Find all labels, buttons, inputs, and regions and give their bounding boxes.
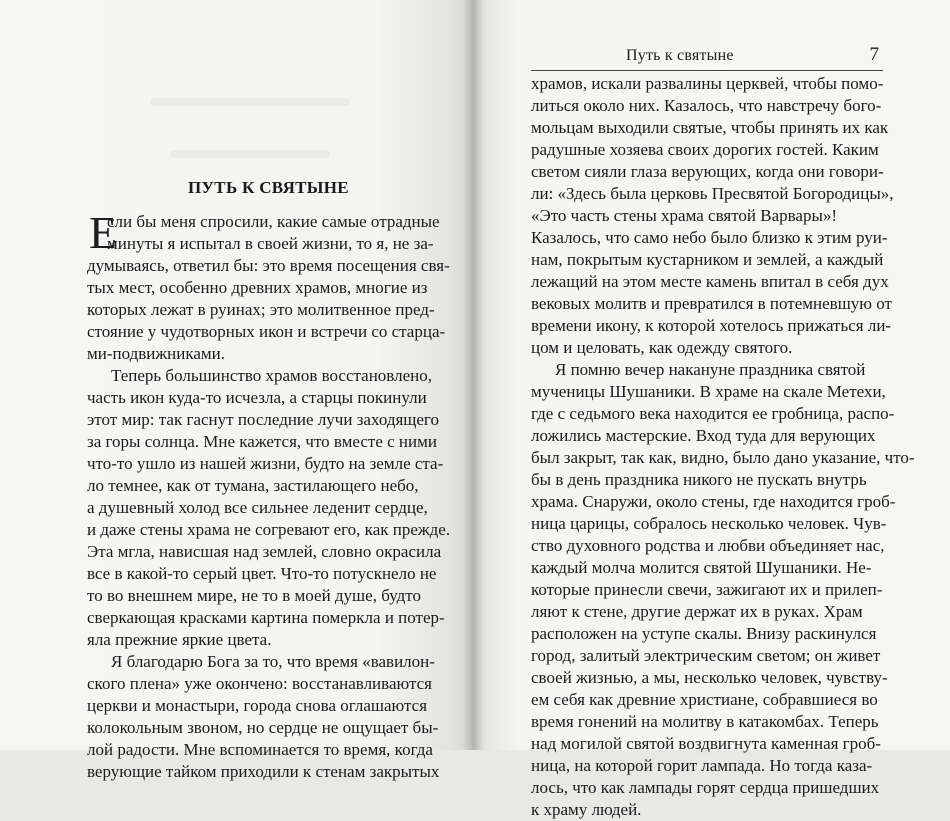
text-line: расположен на уступе скалы. Внизу раскинулся — [531, 624, 877, 643]
text-line: где с седьмого века находится ее гробница, распо- — [531, 404, 895, 423]
text-line: Эта мгла, нависшая над землей, словно окрасила — [87, 542, 442, 561]
text-line: колокольным звоном, но сердце не ощущает бы- — [87, 718, 439, 737]
text-line: и даже стены храма не согревают его, как прежде. — [87, 520, 451, 539]
text-line: то во внешнем мире, не то в моей душе, будто — [87, 586, 421, 605]
text-line: светом сияли глаза верующих, когда они говори- — [531, 162, 884, 181]
text-line: литься около них. Казалось, что навстречу бого- — [531, 96, 882, 115]
bleed-through-shadow — [170, 150, 330, 158]
left-page-text — [87, 207, 451, 783]
text-line: ство духовного родства и любви объединяет нас, — [531, 536, 885, 555]
text-line: минуты я испытал в своей жизни, то я, не за- — [107, 234, 434, 253]
text-line: ложились мастерские. Вход туда для верующих — [531, 426, 876, 445]
text-line: ница царицы, собралось несколько человек. Чув- — [531, 514, 887, 533]
text-line: Теперь большинство храмов восстановлено, — [111, 366, 432, 385]
text-line: ло темнее, как от тумана, застилающего небо, — [87, 476, 419, 495]
text-line: ляют к стене, другие держат их в руках. Храм — [531, 602, 863, 621]
text-line: ем себя как древние христиане, собравшиеся во — [531, 690, 878, 709]
text-line: «Это часть стены храма святой Варвары»! — [531, 206, 838, 225]
text-line: за горы солнца. Мне кажется, что вместе с ними — [87, 432, 437, 451]
text-line: церкви и монастыри, города снова оглашаются — [87, 696, 428, 715]
text-line: был закрыт, так как, видно, было дано указание, что- — [531, 448, 915, 467]
text-line: ми-подвижниками. — [87, 344, 225, 363]
text-line: часть икон куда-то исчезла, а старцы покинули — [87, 388, 427, 407]
text-line: ли: «Здесь была церковь Пресвятой Богородицы», — [531, 184, 894, 203]
text-line: а душевный холод все сильнее леденит сердце, — [87, 498, 428, 517]
text-line: над могилой святой воздвигнута каменная гроб- — [531, 734, 881, 753]
right-page-text — [531, 73, 915, 821]
text-line: этот мир: так гаснут последние лучи заходящего — [87, 410, 439, 429]
text-line: бы в день праздника никого не пускать внутрь — [531, 470, 867, 489]
text-line: лежащий на этом месте камень впитал в себя дух — [531, 272, 889, 291]
page-number: 7 — [869, 44, 879, 65]
text-line: цом и целовать, как одежду святого. — [531, 338, 793, 357]
text-line: храмов, искали развалины церквей, чтобы помо- — [531, 74, 884, 93]
running-header — [531, 44, 883, 71]
left-page — [0, 0, 472, 781]
text-line: Я помню вечер накануне праздника святой — [555, 360, 866, 379]
text-line: храма. Снаружи, около стены, где находится гроб- — [531, 492, 896, 511]
text-line: стояние у чудотворных икон и встречи со старца- — [87, 322, 446, 341]
text-line: город, залитый электрическим светом; он живет — [531, 646, 881, 665]
text-line: Казалось, что само небо было близко к этим руи- — [531, 228, 888, 247]
text-line: лой радости. Мне вспоминается то время, когда — [87, 740, 433, 759]
book-gutter — [463, 0, 483, 750]
chapter-title: ПУТЬ К СВЯТЫНЕ — [188, 178, 349, 197]
text-line: к храму людей. — [531, 800, 642, 819]
text-line: мольцам выходили святые, чтобы принять их как — [531, 118, 889, 137]
text-line-content: сли бы меня спросили, какие самые отрадные — [107, 212, 440, 231]
text-line: времени икону, к которой хотелось прижаться ли- — [531, 316, 892, 335]
text-line: лось, что как лампады горят сердца пришедших — [531, 778, 880, 797]
text-line: мученицы Шушаники. В храме на скале Метехи, — [531, 382, 886, 401]
text-line: каждый молча молится святой Шушаники. Не- — [531, 558, 872, 577]
text-line: радушные хозяева своих дорогих гостей. Каким — [531, 140, 879, 159]
text-line: ского плена» уже окончено: восстанавливаются — [87, 674, 432, 693]
running-header-title: Путь к святыне — [626, 47, 734, 64]
text-line: время гонений на молитву в катакомбах. Теперь — [531, 712, 879, 731]
text-line: ница, на которой горит лампада. Но тогда каза- — [531, 756, 873, 775]
text-line: Я благодарю Бога за то, что время «вавилон- — [111, 652, 435, 671]
text-line: яла прежние яркие цвета. — [87, 630, 272, 649]
text-line: что-то ушло из нашей жизни, будто на земле ста- — [87, 454, 444, 473]
text-line: верующие тайком приходили к стенам закрытых — [87, 762, 440, 781]
text-line: нам, покрытым кустарником и землей, а каждый — [531, 250, 884, 269]
bleed-through-shadow — [150, 98, 350, 106]
text-line: своей жизнью, а мы, несколько человек, чувству- — [531, 668, 888, 687]
text-line: все в какой-то серый цвет. Что-то потускнело не — [87, 564, 437, 583]
text-line: которые принесли свечи, зажигают их и прилеп- — [531, 580, 883, 599]
text-line: вековых молитв и превратился в потемневшую от — [531, 294, 892, 313]
drop-cap: Е — [89, 207, 118, 258]
text-line: сверкающая красками картина померкла и потер- — [87, 608, 445, 627]
text-line: которых лежат в руинах; это молитвенное пред- — [87, 300, 435, 319]
text-line: думываясь, ответил бы: это время посещения свя- — [87, 256, 450, 275]
text-line: тых мест, особенно древних храмов, многие из — [87, 278, 428, 297]
